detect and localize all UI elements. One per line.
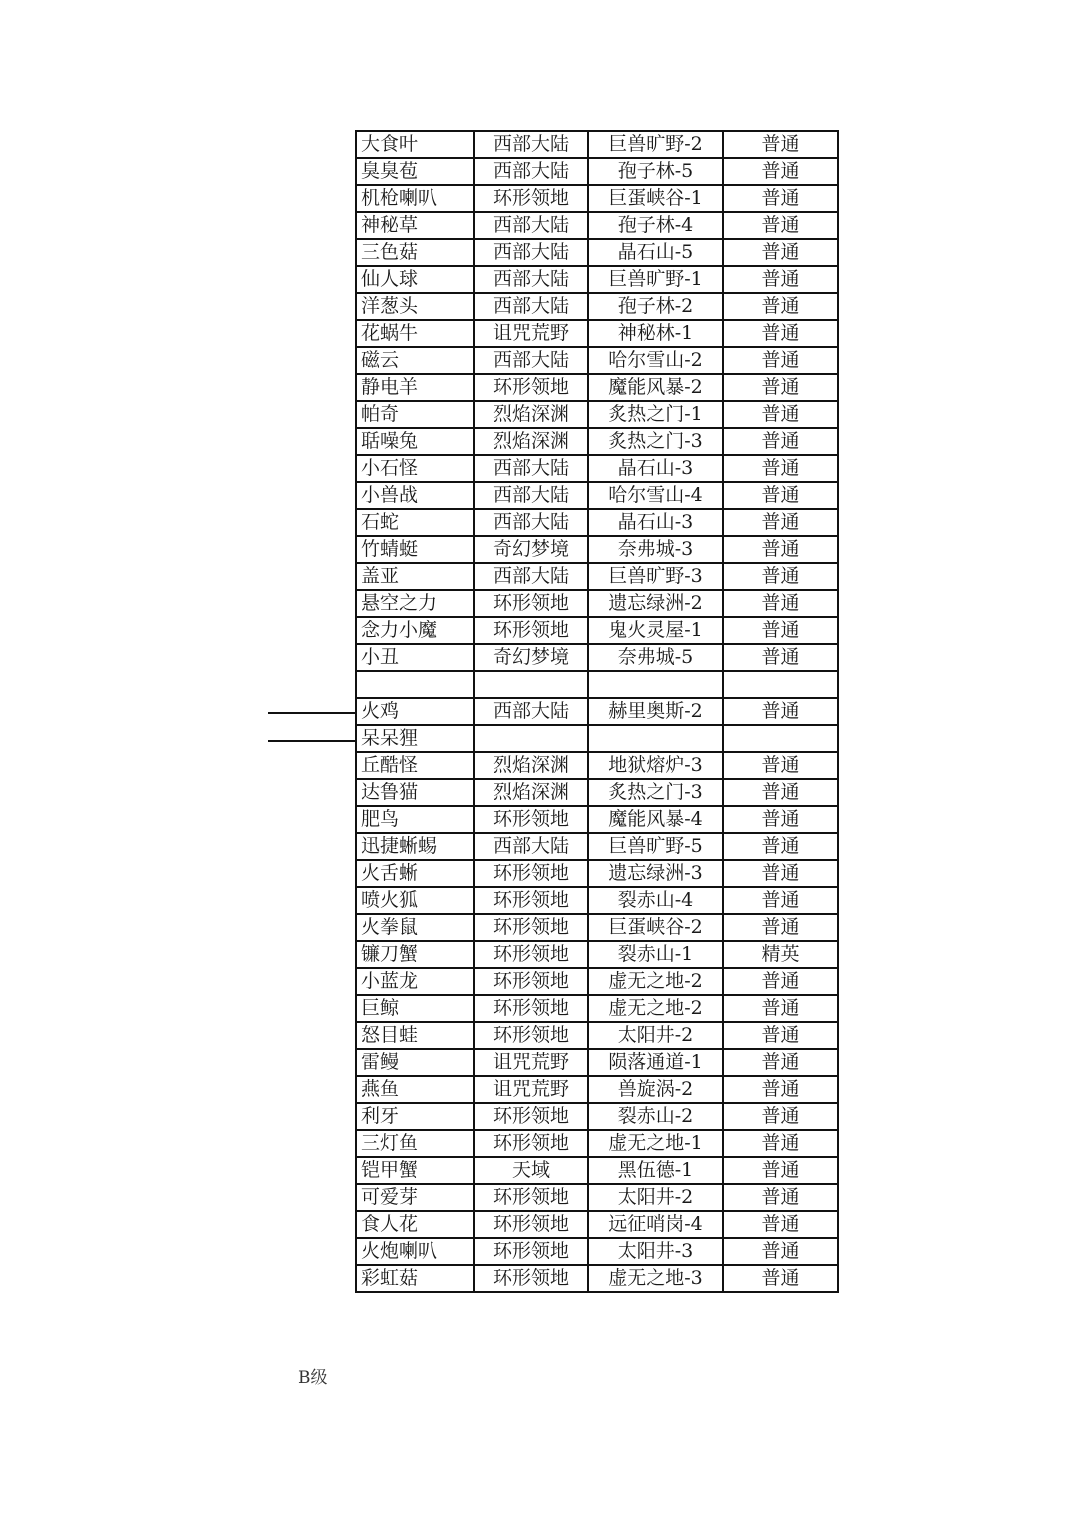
map-location-cell: 巨兽旷野-2 [588,131,723,158]
table-row [356,1238,838,1265]
map-location-cell: 炙热之门-1 [588,401,723,428]
map-location-cell: 炙热之门-3 [588,779,723,806]
tier-cell [723,671,838,698]
map-location-cell: 晶石山-3 [588,455,723,482]
tier-cell: 普通 [723,860,838,887]
tier-cell: 普通 [723,806,838,833]
region-cell: 诅咒荒野 [474,1076,588,1103]
tier-cell: 普通 [723,455,838,482]
map-location-cell: 裂赤山-2 [588,1103,723,1130]
region-cell: 天域 [474,1157,588,1184]
table-row [356,131,838,158]
monster-name-cell: 帕奇 [356,401,474,428]
table-row [356,698,838,725]
monster-name-cell: 火炮喇叭 [356,1238,474,1265]
region-cell: 环形领地 [474,185,588,212]
region-cell: 西部大陆 [474,833,588,860]
region-cell: 环形领地 [474,995,588,1022]
monster-name-cell: 火舌蜥 [356,860,474,887]
monster-name-cell: 臭臭苞 [356,158,474,185]
region-cell: 环形领地 [474,1022,588,1049]
monster-name-cell: 大食叶 [356,131,474,158]
monster-name-cell: 呆呆狸 [356,725,474,752]
tier-cell: 普通 [723,752,838,779]
monster-name-cell: 食人花 [356,1211,474,1238]
region-cell: 环形领地 [474,887,588,914]
region-cell: 西部大陆 [474,482,588,509]
region-cell: 环形领地 [474,1265,588,1292]
monster-name-cell: 仙人球 [356,266,474,293]
tier-cell: 普通 [723,1022,838,1049]
table-row [356,968,838,995]
tier-cell: 普通 [723,131,838,158]
region-cell: 环形领地 [474,1211,588,1238]
region-cell: 环形领地 [474,968,588,995]
tier-cell: 普通 [723,914,838,941]
table-row [356,806,838,833]
tier-cell: 普通 [723,833,838,860]
tier-cell: 普通 [723,1130,838,1157]
region-cell: 环形领地 [474,1130,588,1157]
monster-name-cell: 念力小魔 [356,617,474,644]
table-row [356,1076,838,1103]
region-cell: 环形领地 [474,1184,588,1211]
region-cell [474,725,588,752]
tier-cell: 普通 [723,536,838,563]
region-cell: 西部大陆 [474,698,588,725]
map-location-cell: 巨蛋峡谷-2 [588,914,723,941]
table-row [356,1103,838,1130]
tier-cell: 普通 [723,617,838,644]
monster-name-cell: 铠甲蟹 [356,1157,474,1184]
map-location-cell: 裂赤山-4 [588,887,723,914]
map-location-cell: 黑伍德-1 [588,1157,723,1184]
table-row [356,428,838,455]
map-location-cell: 虚无之地-2 [588,995,723,1022]
monster-name-cell: 盖亚 [356,563,474,590]
region-cell: 西部大陆 [474,455,588,482]
monster-name-cell: 悬空之力 [356,590,474,617]
table-row [356,1157,838,1184]
map-location-cell: 孢子林-5 [588,158,723,185]
table-row [356,941,838,968]
region-cell: 西部大陆 [474,131,588,158]
monster-name-cell: 彩虹菇 [356,1265,474,1292]
region-cell: 西部大陆 [474,509,588,536]
map-location-cell: 太阳井-2 [588,1022,723,1049]
table-row [356,617,838,644]
monster-name-cell: 石蛇 [356,509,474,536]
monster-name-cell: 三色菇 [356,239,474,266]
monster-name-cell: 小兽战 [356,482,474,509]
table-row [356,212,838,239]
monster-name-cell: 雷鳗 [356,1049,474,1076]
region-cell: 西部大陆 [474,266,588,293]
monster-name-cell: 燕鱼 [356,1076,474,1103]
tier-cell: 普通 [723,563,838,590]
monster-name-cell: 丘酷怪 [356,752,474,779]
table-row [356,563,838,590]
table-row [356,1265,838,1292]
map-location-cell: 魔能风暴-4 [588,806,723,833]
grade-label: B级 [298,1368,328,1388]
monster-name-cell: 巨鲸 [356,995,474,1022]
table-row [356,1049,838,1076]
map-location-cell [588,725,723,752]
table-row [356,185,838,212]
map-location-cell: 巨兽旷野-5 [588,833,723,860]
map-location-cell: 炙热之门-3 [588,428,723,455]
map-location-cell: 陨落通道-1 [588,1049,723,1076]
map-location-cell: 地狱熔炉-3 [588,752,723,779]
monster-name-cell: 怒目蛙 [356,1022,474,1049]
tier-cell: 普通 [723,1076,838,1103]
table-row [356,482,838,509]
tier-cell: 普通 [723,968,838,995]
tier-cell: 精英 [723,941,838,968]
monster-name-cell: 火拳鼠 [356,914,474,941]
region-cell: 环形领地 [474,374,588,401]
region-cell: 西部大陆 [474,347,588,374]
map-location-cell: 魔能风暴-2 [588,374,723,401]
region-cell: 西部大陆 [474,563,588,590]
region-cell: 西部大陆 [474,293,588,320]
table-row [356,374,838,401]
table-row [356,320,838,347]
tier-cell: 普通 [723,644,838,671]
tier-cell: 普通 [723,185,838,212]
region-cell: 奇幻梦境 [474,536,588,563]
map-location-cell: 遗忘绿洲-3 [588,860,723,887]
region-cell [474,671,588,698]
region-cell: 烈焰深渊 [474,401,588,428]
table-row [356,1022,838,1049]
monster-name-cell: 小蓝龙 [356,968,474,995]
map-location-cell: 神秘林-1 [588,320,723,347]
table-row [356,158,838,185]
monster-name-cell: 利牙 [356,1103,474,1130]
table-row [356,509,838,536]
tier-cell: 普通 [723,347,838,374]
map-location-cell: 虚无之地-3 [588,1265,723,1292]
region-cell: 环形领地 [474,1103,588,1130]
table-row [356,671,838,698]
map-location-cell: 太阳井-3 [588,1238,723,1265]
tier-cell: 普通 [723,401,838,428]
table-row [356,1211,838,1238]
table-row [356,401,838,428]
table-row [356,725,838,752]
tier-cell: 普通 [723,1157,838,1184]
region-cell: 环形领地 [474,914,588,941]
map-location-cell: 远征哨岗-4 [588,1211,723,1238]
table-row [356,293,838,320]
region-cell: 诅咒荒野 [474,1049,588,1076]
monster-name-cell: 火鸡 [356,698,474,725]
map-location-cell: 虚无之地-1 [588,1130,723,1157]
tier-cell: 普通 [723,212,838,239]
tier-cell: 普通 [723,509,838,536]
region-cell: 烈焰深渊 [474,779,588,806]
monster-name-cell: 静电羊 [356,374,474,401]
table-row [356,779,838,806]
map-location-cell: 孢子林-2 [588,293,723,320]
table-row [356,914,838,941]
map-location-cell: 裂赤山-1 [588,941,723,968]
map-location-cell [588,671,723,698]
monster-name-cell: 肥鸟 [356,806,474,833]
region-cell: 环形领地 [474,590,588,617]
table-row [356,455,838,482]
monster-name-cell: 神秘草 [356,212,474,239]
map-location-cell: 遗忘绿洲-2 [588,590,723,617]
region-cell: 诅咒荒野 [474,320,588,347]
region-cell: 烈焰深渊 [474,428,588,455]
region-cell: 环形领地 [474,1238,588,1265]
table-row [356,860,838,887]
map-location-cell: 晶石山-3 [588,509,723,536]
tier-cell: 普通 [723,266,838,293]
region-cell: 西部大陆 [474,158,588,185]
table-row [356,644,838,671]
left-margin-rule-bottom [268,740,356,742]
table-row [356,239,838,266]
left-margin-rule-top [268,712,356,714]
map-location-cell: 巨蛋峡谷-1 [588,185,723,212]
monster-name-cell: 机枪喇叭 [356,185,474,212]
map-location-cell: 奈弗城-5 [588,644,723,671]
tier-cell: 普通 [723,1265,838,1292]
tier-cell: 普通 [723,1238,838,1265]
region-cell: 奇幻梦境 [474,644,588,671]
monster-name-cell: 磁云 [356,347,474,374]
monster-name-cell: 小丑 [356,644,474,671]
region-cell: 环形领地 [474,860,588,887]
map-location-cell: 鬼火灵屋-1 [588,617,723,644]
tier-cell: 普通 [723,887,838,914]
tier-cell: 普通 [723,1211,838,1238]
tier-cell: 普通 [723,1184,838,1211]
table-row [356,536,838,563]
region-cell: 烈焰深渊 [474,752,588,779]
map-location-cell: 兽旋涡-2 [588,1076,723,1103]
monster-name-cell: 花蜗牛 [356,320,474,347]
monster-name-cell: 小石怪 [356,455,474,482]
monster-name-cell: 三灯鱼 [356,1130,474,1157]
tier-cell: 普通 [723,698,838,725]
monster-name-cell: 镰刀蟹 [356,941,474,968]
region-cell: 西部大陆 [474,239,588,266]
tier-cell: 普通 [723,1049,838,1076]
region-cell: 环形领地 [474,941,588,968]
map-location-cell: 哈尔雪山-4 [588,482,723,509]
region-cell: 西部大陆 [474,212,588,239]
tier-cell: 普通 [723,995,838,1022]
table-row [356,347,838,374]
monster-name-cell: 竹蜻蜓 [356,536,474,563]
map-location-cell: 巨兽旷野-1 [588,266,723,293]
tier-cell: 普通 [723,374,838,401]
tier-cell: 普通 [723,320,838,347]
monster-name-cell: 迅捷蜥蜴 [356,833,474,860]
monster-name-cell: 喷火狐 [356,887,474,914]
tier-cell: 普通 [723,239,838,266]
monster-location-table [355,130,839,1293]
map-location-cell: 赫里奥斯-2 [588,698,723,725]
tier-cell [723,725,838,752]
tier-cell: 普通 [723,293,838,320]
table-row [356,590,838,617]
tier-cell: 普通 [723,482,838,509]
table-row [356,752,838,779]
region-cell: 环形领地 [474,806,588,833]
tier-cell: 普通 [723,1103,838,1130]
tier-cell: 普通 [723,158,838,185]
map-location-cell: 奈弗城-3 [588,536,723,563]
map-location-cell: 孢子林-4 [588,212,723,239]
tier-cell: 普通 [723,590,838,617]
map-location-cell: 太阳井-2 [588,1184,723,1211]
map-location-cell: 巨兽旷野-3 [588,563,723,590]
region-cell: 环形领地 [474,617,588,644]
table-row [356,995,838,1022]
monster-name-cell: 达鲁猫 [356,779,474,806]
table-row [356,887,838,914]
table-row [356,1130,838,1157]
map-location-cell: 哈尔雪山-2 [588,347,723,374]
table-body [356,131,838,1292]
table-row [356,266,838,293]
tier-cell: 普通 [723,779,838,806]
monster-name-cell: 可爱芽 [356,1184,474,1211]
table-row [356,833,838,860]
monster-name-cell: 洋葱头 [356,293,474,320]
table-row [356,1184,838,1211]
monster-name-cell [356,671,474,698]
monster-name-cell: 聒噪兔 [356,428,474,455]
map-location-cell: 晶石山-5 [588,239,723,266]
map-location-cell: 虚无之地-2 [588,968,723,995]
tier-cell: 普通 [723,428,838,455]
